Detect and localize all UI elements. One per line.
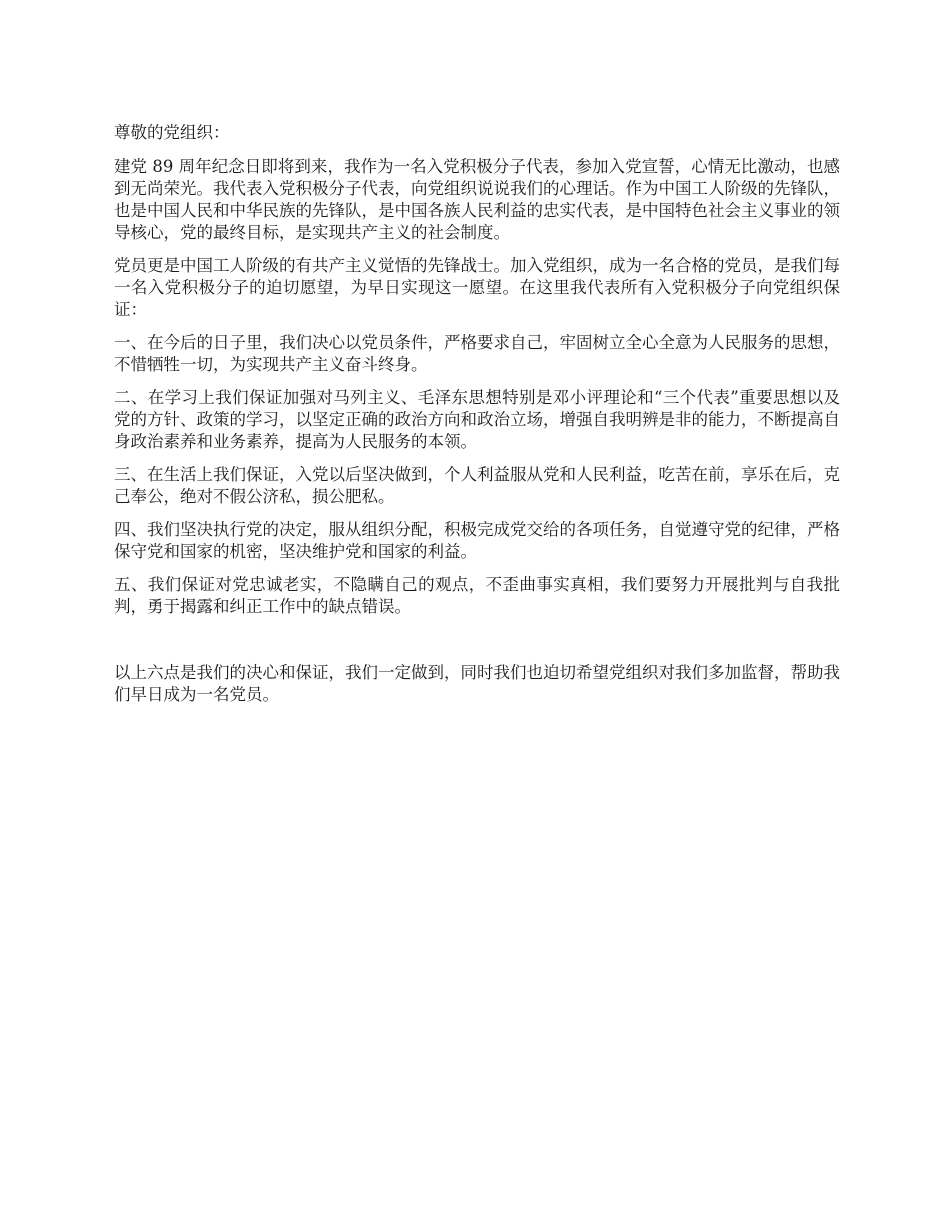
document-body	[114, 122, 840, 717]
blank-line	[114, 629, 840, 662]
paragraph-pledge-1: 一、在今后的日子里，我们决心以党员条件，严格要求自己，牢固树立全心全意为人民服务的思想，不惜牺牲一切，为实现共产主义奋斗终身。	[114, 333, 840, 374]
paragraph-pledge-2: 二、在学习上我们保证加强对马列主义、毛泽东思想特别是邓小评理论和“三个代表”重要思想以及党的方针、政策的学习，以坚定正确的政治方向和政治立场，增强自我明辨是非的能力，不断提高自身政治素养和业务素养，提高为人民服务的本领。	[114, 388, 840, 451]
paragraph-pledge-3: 三、在生活上我们保证，入党以后坚决做到，个人利益服从党和人民利益，吃苦在前，享乐在后，克己奉公，绝对不假公济私，损公肥私。	[114, 465, 840, 506]
paragraph-intro: 建党 89 周年纪念日即将到来，我作为一名入党积极分子代表，参加入党宣誓，心情无比激动，也感到无尚荣光。我代表入党积极分子代表，向党组织说说我们的心理话。作为中国工人阶级的先锋队，也是中国人民和中华民族的先锋队，是中国各族人民利益的忠实代表，是中国特色社会主义事业的领导核心，党的最终目标，是实现共产主义的社会制度。	[114, 157, 840, 242]
paragraph-pledge-4: 四、我们坚决执行党的决定，服从组织分配，积极完成党交给的各项任务，自觉遵守党的纪律，严格保守党和国家的机密，坚决维护党和国家的利益。	[114, 520, 840, 561]
salutation: 尊敬的党组织：	[114, 123, 230, 142]
paragraph-closing: 以上六点是我们的决心和保证，我们一定做到，同时我们也迫切希望党组织对我们多加监督，帮助我们早日成为一名党员。	[114, 663, 840, 704]
paragraph-pledge-intro: 党员更是中国工人阶级的有共产主义觉悟的先锋战士。加入党组织，成为一名合格的党员，是我们每一名入党积极分子的迫切愿望，为早日实现这一愿望。在这里我代表所有入党积极分子向党组织保证：	[114, 256, 840, 319]
paragraph-pledge-5: 五、我们保证对党忠诚老实，不隐瞒自己的观点，不歪曲事实真相，我们要努力开展批判与自我批判，勇于揭露和纠正工作中的缺点错误。	[114, 575, 840, 616]
